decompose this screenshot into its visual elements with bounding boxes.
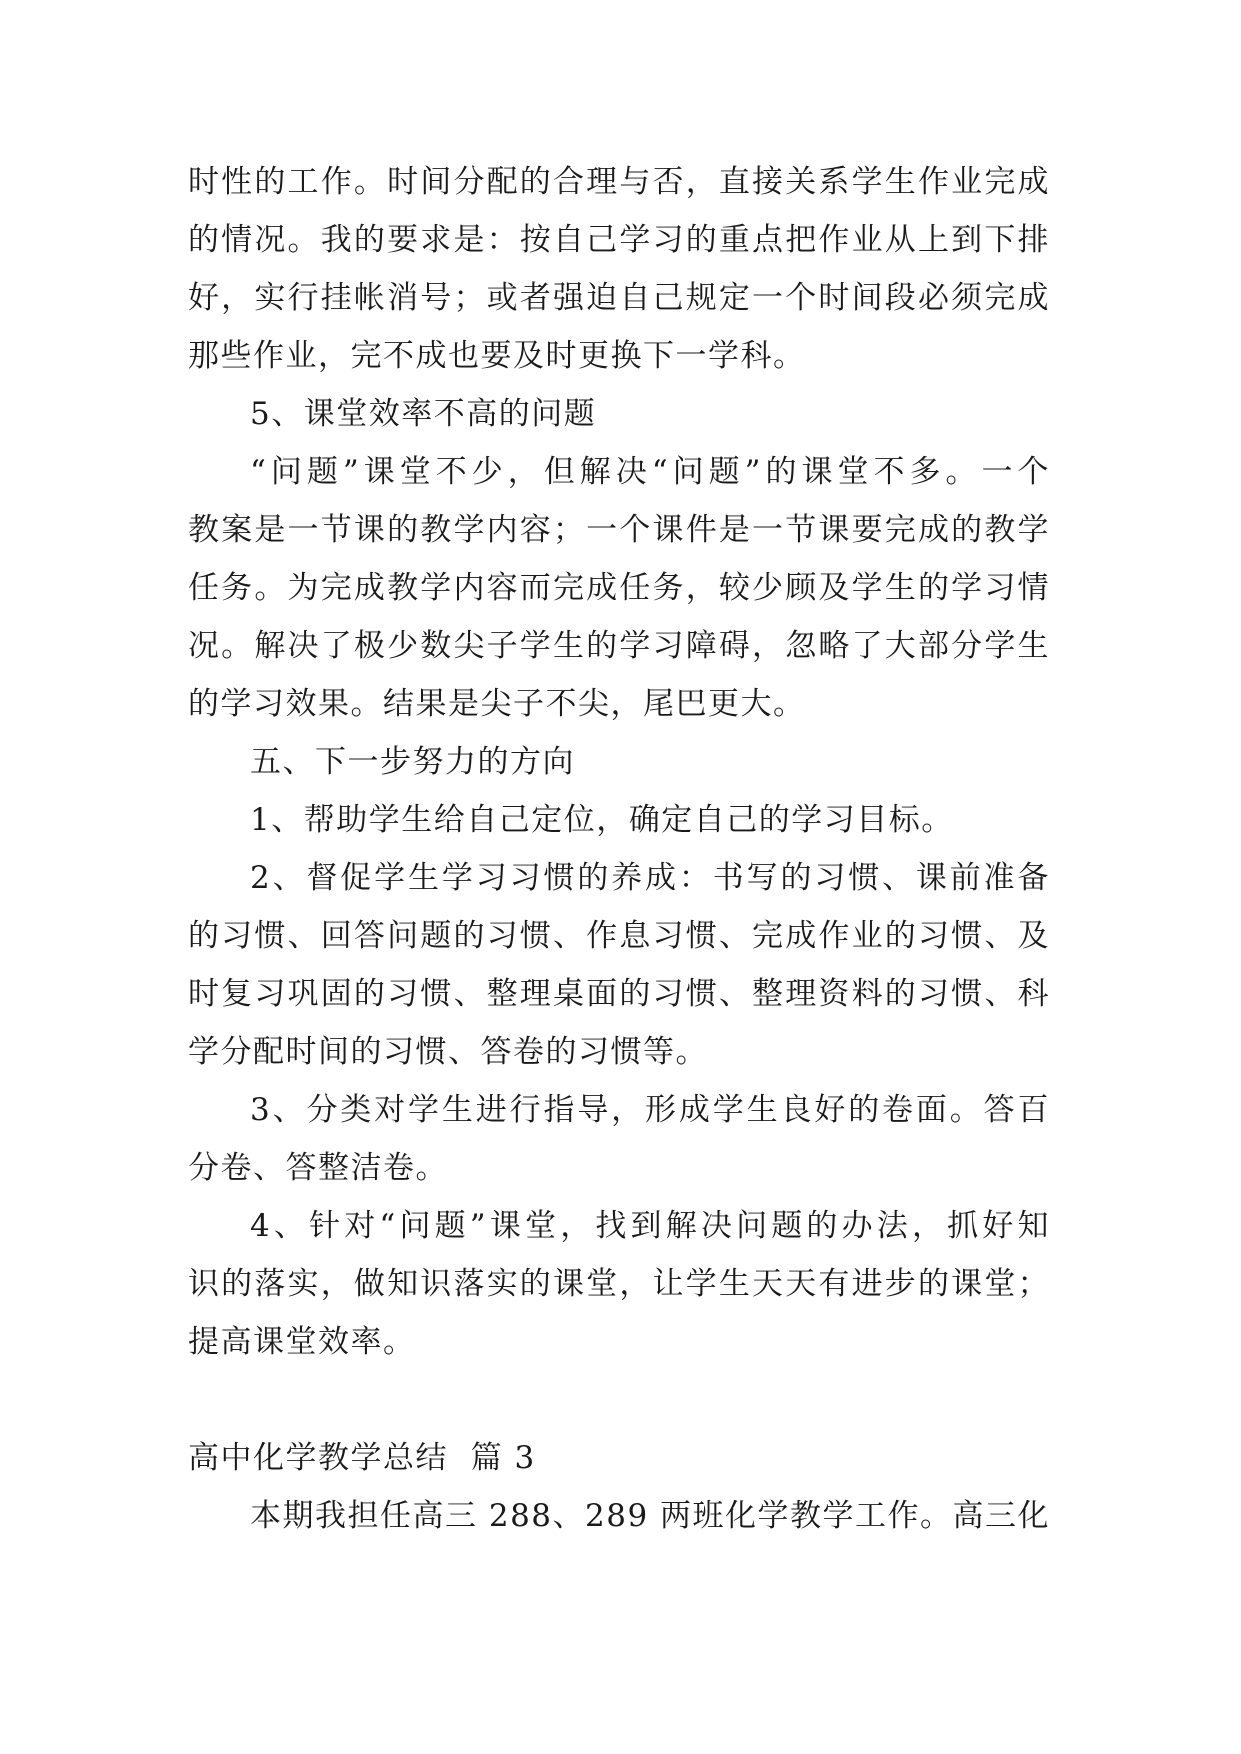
body-text-line: “问题”课堂不少，但解决“问题”的课堂不多。一个	[250, 454, 1050, 490]
article-title: 高中化学教学总结 篇 3	[188, 1440, 536, 1476]
body-text-line: 的情况。我的要求是：按自己学习的重点把作业从上到下排	[188, 222, 1050, 258]
list-item-text: 3、分类对学生进行指导，形成学生良好的卷面。答百	[250, 1092, 1050, 1128]
section-subheading: 5、课堂效率不高的问题	[250, 396, 597, 432]
list-item-text: 分卷、答整洁卷。	[188, 1150, 448, 1186]
list-item-text: 1、帮助学生给自己定位，确定自己的学习目标。	[250, 802, 954, 838]
list-item-text: 提高课堂效率。	[188, 1324, 416, 1360]
section-heading: 五、下一步努力的方向	[250, 744, 575, 780]
body-text-line: 好，实行挂帐消号；或者强迫自己规定一个时间段必须完成	[188, 280, 1050, 316]
body-text-line: 况。解决了极少数尖子学生的学习障碍，忽略了大部分学生	[188, 628, 1050, 664]
list-item-text: 4、针对“问题”课堂，找到解决问题的办法，抓好知	[250, 1208, 1050, 1244]
list-item-text: 识的落实，做知识落实的课堂，让学生天天有进步的课堂；	[188, 1266, 1050, 1302]
list-item-text: 时复习巩固的习惯、整理桌面的习惯、整理资料的习惯、科	[188, 976, 1050, 1012]
list-item-text: 学分配时间的习惯、答卷的习惯等。	[188, 1034, 708, 1070]
body-text-line: 教案是一节课的教学内容；一个课件是一节课要完成的教学	[188, 512, 1050, 548]
list-item-text: 的习惯、回答问题的习惯、作息习惯、完成作业的习惯、及	[188, 918, 1050, 954]
body-text-line: 时性的工作。时间分配的合理与否，直接关系学生作业完成	[188, 164, 1050, 200]
body-text-line: 那些作业，完不成也要及时更换下一学科。	[188, 338, 806, 374]
body-text-line: 任务。为完成教学内容而完成任务，较少顾及学生的学习情	[188, 570, 1050, 606]
body-text-line: 本期我担任高三 288、289 两班化学教学工作。高三化	[250, 1498, 1051, 1534]
body-text-line: 的学习效果。结果是尖子不尖，尾巴更大。	[188, 686, 806, 722]
list-item-text: 2、督促学生学习习惯的养成：书写的习惯、课前准备	[250, 860, 1050, 896]
